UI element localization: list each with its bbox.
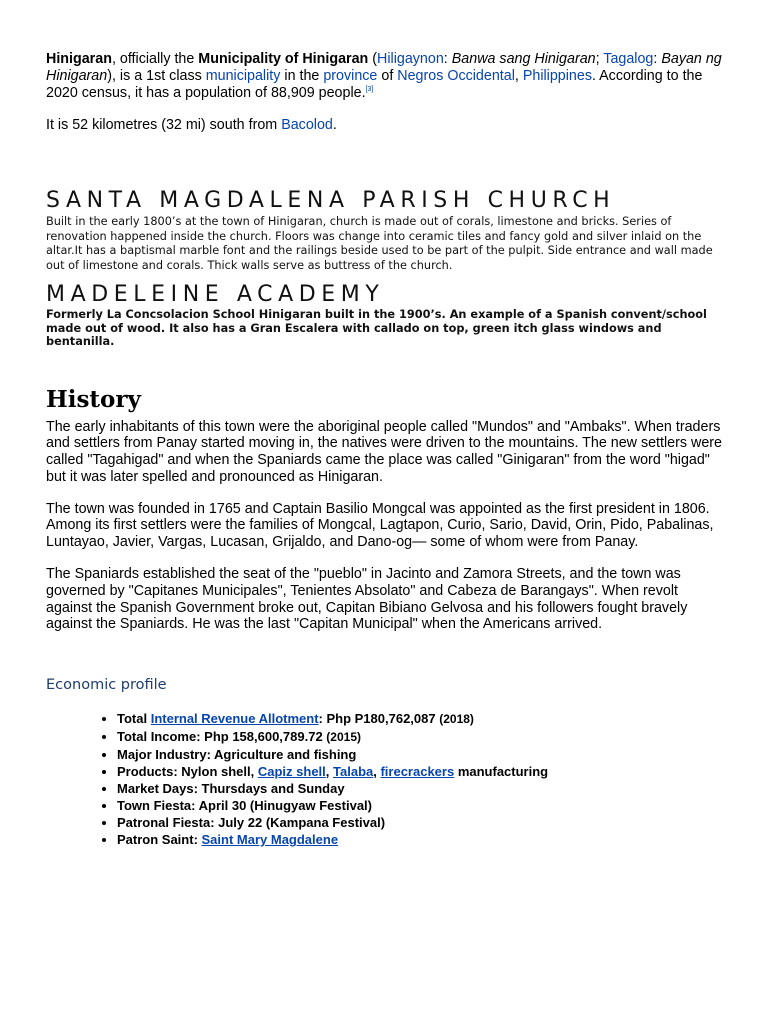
academy-description: Formerly La Concsolacion School Hinigaran built in the 1900’s. An example of a Spanish convent/school made out of wood. It also has a Gran Escalera with callado on top, green itch glass windows and bentanilla. [46, 308, 707, 348]
text-run: in the [280, 68, 324, 84]
link-tagalog[interactable]: Tagalog [603, 51, 654, 67]
italic-text: Banwa sang Hinigaran [451, 51, 596, 67]
italic-text: Bayan ng Hinigaran [46, 51, 722, 84]
text-run: ; [595, 51, 604, 67]
link-bacolod[interactable]: Bacolod [281, 117, 333, 133]
text-run: Patronal Fiesta: July 22 (Kampana Festival) [117, 815, 386, 831]
economic-profile-item [117, 728, 724, 746]
citation-link[interactable]: [3] [365, 86, 374, 94]
text-run: . According to the 2020 census, it has a population of 88,909 people. [46, 68, 703, 101]
text-run: Major Industry: Agriculture and fishing [117, 747, 357, 763]
text-run: Market Days: Thursdays and Sunday [117, 781, 345, 797]
text-run: Town Fiesta: April 30 (Hinugyaw Festival) [117, 798, 372, 814]
text-run: Total Income: Php 158,600,789.72 [117, 729, 327, 745]
text-run: : [653, 51, 662, 67]
intro-paragraph [46, 51, 724, 102]
link-capiz-shell[interactable]: Capiz shell [257, 764, 326, 780]
year-note: (2015) [326, 730, 361, 745]
link-firecrackers[interactable]: firecrackers [380, 764, 455, 780]
text-run: Total [117, 711, 151, 727]
bold-text: Municipality of Hinigaran [198, 51, 369, 67]
economic-profile-item [117, 780, 724, 797]
church-description: Built in the early 1800’s at the town of Hinigaran, church is made out of corals, limestone and bricks. Series of renovation happened inside the church. Floors was change into ceramic tiles and fancy gold and silver inlaid on the altar.It has a baptismal marble font and the railings beside used to be part of the pulpit. Side entrance and wall made out of limestone and corals. Thick walls serve as buttress of the church. [46, 215, 713, 272]
text-run: manufacturing [454, 764, 549, 780]
link-hiligaynon[interactable]: Hiligaynon [377, 51, 444, 67]
text-run: ), is a 1st class [107, 68, 206, 84]
text-run: . [332, 117, 337, 133]
economic-profile-heading: Economic profile [46, 677, 167, 694]
text-run: ( [368, 51, 378, 67]
article [46, 51, 724, 848]
location-paragraph [46, 117, 724, 134]
text-run: , [373, 764, 381, 780]
link-province[interactable]: province [323, 68, 378, 84]
bold-text: Hinigaran [46, 51, 112, 67]
link-philippines[interactable]: Philippines [522, 68, 592, 84]
economic-profile-item [117, 746, 724, 763]
link-negros-occidental[interactable]: Negros Occidental [397, 68, 515, 84]
economic-profile-item [117, 710, 724, 728]
economic-profile-item [117, 797, 724, 814]
text-run: It is 52 kilometres (32 mi) south from [46, 117, 282, 133]
link-talaba[interactable]: Talaba [333, 764, 374, 780]
economic-profile-list [46, 710, 724, 848]
economic-profile-item [117, 831, 724, 848]
text-run: : [443, 51, 452, 67]
text-run: Products: Nylon shell, [117, 764, 258, 780]
economic-profile-item [117, 814, 724, 831]
economic-profile-item [117, 763, 724, 780]
text-run: , [514, 68, 523, 84]
history-heading: History [46, 385, 141, 413]
text-run: of [377, 68, 398, 84]
link-saint-mary-magdalene[interactable]: Saint Mary Magdalene [201, 832, 339, 848]
text-run: , officially the [111, 51, 199, 67]
year-note: (2018) [439, 712, 474, 727]
link-municipality[interactable]: municipality [205, 68, 281, 84]
link-internal-revenue-allotment[interactable]: Internal Revenue Allotment [150, 711, 319, 727]
history-paragraph-1: The early inhabitants of this town were the aboriginal people called "Mundos" and "Ambaks". When traders and settlers from Panay started moving in, the natives were driven to the mountains. The new settlers were called "Tagahigad" and when the Spaniards came the place was called "Ginigaran" from the word "higad" but it was later spelled and pronounced as Hinigaran. [46, 418, 722, 485]
text-run: Patron Saint: [117, 832, 202, 848]
church-heading: SANTA MAGDALENA PARISH CHURCH [46, 188, 616, 213]
academy-heading: MADELEINE ACADEMY [46, 282, 385, 307]
history-paragraph-3: The Spaniards established the seat of the "pueblo" in Jacinto and Zamora Streets, and the town was governed by "Capitanes Municipales", Tenientes Absolato" and Cabeza de Barangays". When revolt against the Spanish Government broke out, Capitan Bibiano Gelvosa and his followers fought bravely against the Spaniards. He was the last "Capitan Municipal" when the Americans arrived. [46, 566, 688, 633]
text-run: , [325, 764, 334, 780]
history-paragraph-2: The town was founded in 1765 and Captain Basilio Mongcal was appointed as the first president in 1806. Among its first settlers were the families of Mongcal, Lagtapon, Curio, Sario, David, Orin, Pido, Pabalinas, Luntayao, Javier, Vargas, Lucasan, Grijaldo, and Dano-og— some of whom were from Panay. [46, 500, 714, 551]
text-run: : Php P180,762,087 [318, 711, 440, 727]
